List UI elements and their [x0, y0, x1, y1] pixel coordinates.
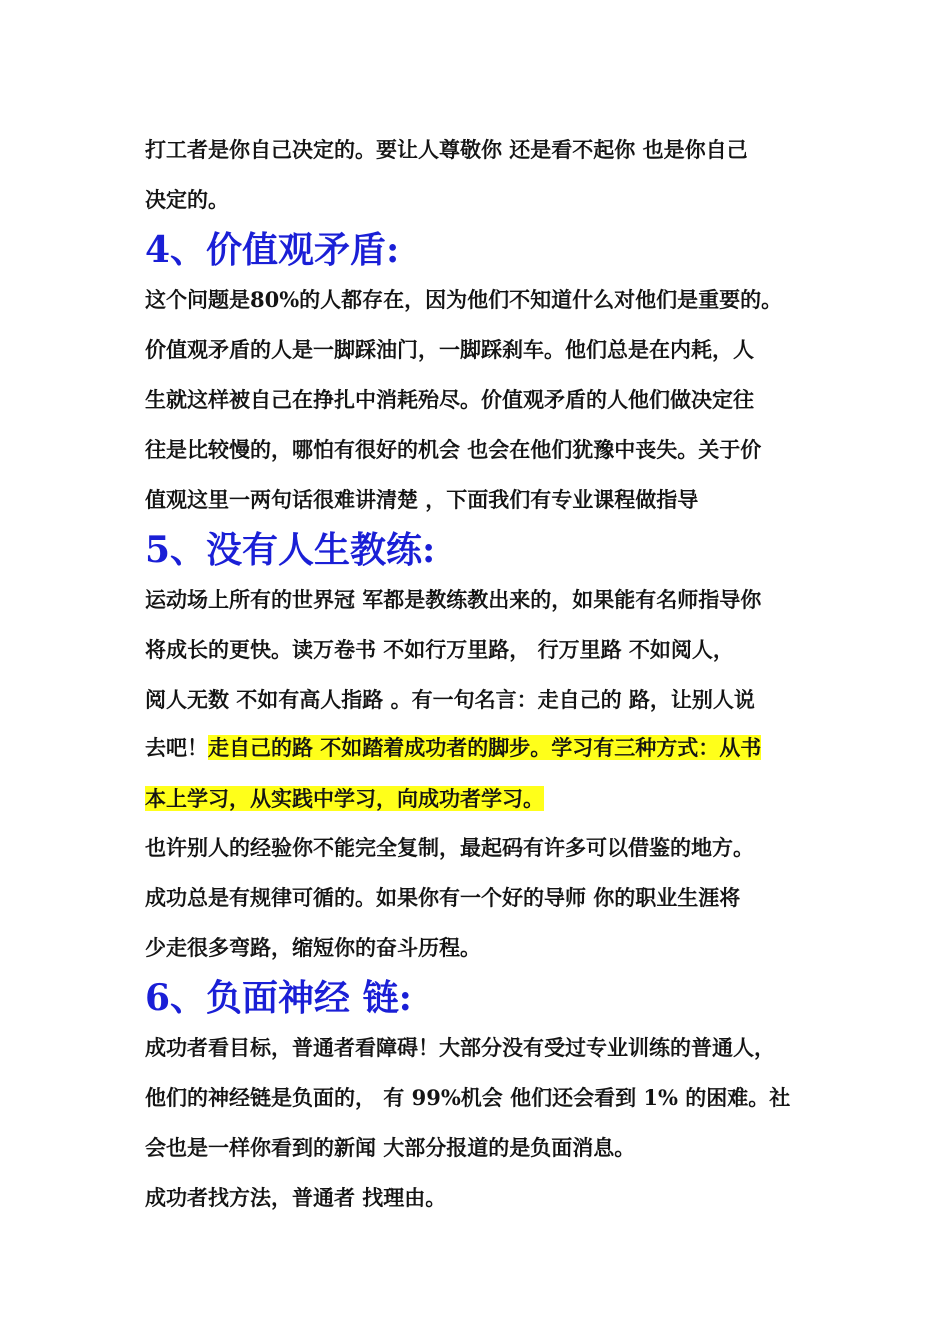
- section-4-line-2: 价值观矛盾的人是一脚踩油门，一脚踩刹车。他们总是在内耗，人: [145, 337, 754, 362]
- section-5-heading: 5、没有人生教练:: [145, 529, 436, 571]
- section-5-line-4-plain: 去吧！: [145, 735, 208, 760]
- section-4-line-5: 值观这里一两句话很难讲清楚 ，下面我们有专业课程做指导: [145, 487, 699, 512]
- intro-line-2: 决定的。: [145, 187, 229, 212]
- section-5-line-5: [145, 785, 544, 813]
- section-5-highlight-1: 走自己的路 不如踏着成功者的脚步。学习有三种方式：从书: [208, 735, 762, 760]
- section-4-heading: 4、价值观矛盾:: [145, 229, 400, 271]
- section-5-line-2: 将成长的更快。读万卷书 不如行万里路， 行万里路 不如阅人，: [145, 637, 734, 662]
- section-5-line-3: 阅人无数 不如有高人指路 。有一句名言：走自己的 路，让别人说: [145, 687, 755, 712]
- intro-line-1: 打工者是你自己决定的。要让人尊敬你 还是看不起你 也是你自己: [145, 137, 748, 162]
- section-4-line-4: 往是比较慢的，哪怕有很好的机会 也会在他们犹豫中丧失。关于价: [145, 437, 762, 462]
- section-6-line-4: 成功者找方法，普通者 找理由。: [145, 1185, 447, 1210]
- section-6-heading: 6、负面神经 链:: [145, 977, 412, 1019]
- section-5-line-1: 运动场上所有的世界冠 军都是教练教出来的，如果能有名师指导你: [145, 587, 762, 612]
- section-5-line-8: 少走很多弯路，缩短你的奋斗历程。: [145, 935, 481, 960]
- section-6-line-2: 他们的神经链是负面的， 有 99%机会 他们还会看到 1% 的困难。社: [145, 1085, 791, 1110]
- section-6-line-1: 成功者看目标，普通者看障碍！大部分没有受过专业训练的普通人，: [145, 1035, 775, 1060]
- section-5-line-4: [145, 734, 761, 762]
- section-5-highlight-2: 本上学习，从实践中学习，向成功者学习。: [145, 786, 544, 811]
- section-4-line-3: 生就这样被自己在挣扎中消耗殆尽。价值观矛盾的人他们做决定往: [145, 387, 754, 412]
- section-5-line-6: 也许别人的经验你不能完全复制，最起码有许多可以借鉴的地方。: [145, 835, 754, 860]
- section-4-line-1: 这个问题是80%的人都存在，因为他们不知道什么对他们是重要的。: [145, 287, 783, 312]
- section-5-line-7: 成功总是有规律可循的。如果你有一个好的导师 你的职业生涯将: [145, 885, 741, 910]
- section-6-line-3: 会也是一样你看到的新闻 大部分报道的是负面消息。: [145, 1135, 636, 1160]
